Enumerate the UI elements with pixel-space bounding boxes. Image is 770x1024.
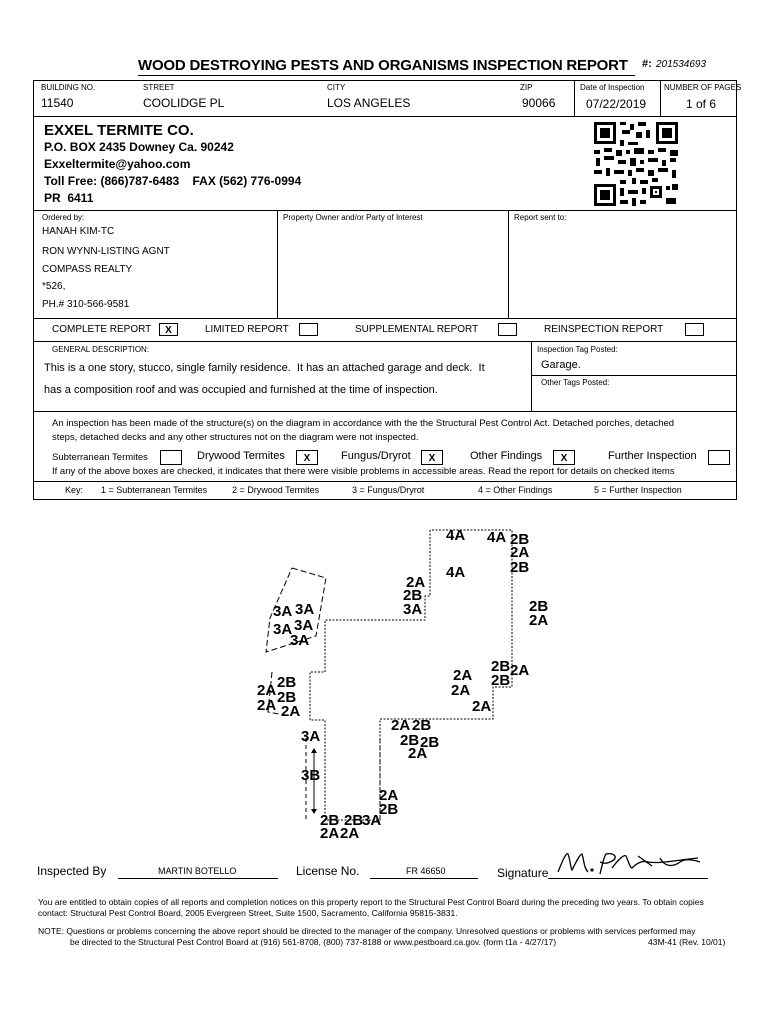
arrow-head-down [311, 809, 317, 814]
diagram-label: 2A [340, 825, 360, 842]
company-phone: Toll Free: (866)787-6483 FAX (562) 776-0994 [44, 174, 302, 188]
diagram-label: 4A [446, 564, 466, 581]
note-line-1: NOTE: Questions or problems concerning the above report should be directed to the manager of the company. Unresolved questions or problems with services performed may [38, 926, 696, 936]
diagram-label: 2B [491, 672, 511, 689]
other-tags-label: Other Tags Posted: [541, 378, 610, 387]
company-email: Exxeltermite@yahoo.com [44, 157, 191, 171]
findings-note: If any of the above boxes are checked, it indicates that there were visible problems in accessible areas. Read the report for details on checked items [52, 466, 675, 477]
city: LOS ANGELES [327, 96, 411, 110]
notice-line-1: An inspection has been made of the structure(s) on the diagram in accordance with the the Structural Pest Control Act. Detached porches, detached [52, 418, 675, 429]
note-line-2: be directed to the Structural Pest Control Board at (916) 561-8708, (800) 737-8188 or www.pestboard.ca.gov. (form t1a - 4/27/17) [70, 937, 557, 947]
pages-label: NUMBER OF PAGES [664, 83, 742, 92]
diagram-label: 3A [301, 728, 321, 745]
diagram-label: 2A [408, 745, 428, 762]
key-item: 4 = Other Findings [478, 485, 553, 495]
diagram-label: 2A [281, 703, 301, 720]
license-number: FR 46650 [406, 866, 446, 876]
complete-report-checkbox[interactable]: X [159, 323, 178, 336]
key-label: Key: [65, 485, 84, 495]
diagram-label: 2B [379, 801, 399, 818]
license-label: License No. [296, 864, 360, 878]
diagram-label: 2B [412, 717, 432, 734]
zip-label: ZIP [520, 83, 533, 92]
report-title: WOOD DESTROYING PESTS AND ORGANISMS INSPECTION REPORT [138, 57, 628, 74]
ordered-by-line: COMPASS REALTY [42, 264, 133, 275]
general-description-label: GENERAL DESCRIPTION: [52, 345, 150, 354]
diagram-label: 2A [472, 698, 492, 715]
subterranean-label: Subterranean Termites [52, 452, 148, 463]
diagram-label: 2B [510, 531, 530, 548]
diagram-label: 3A [273, 603, 293, 620]
diagram-label: 3A [273, 621, 293, 638]
ordered-by-line: *526, [42, 281, 66, 292]
form-number: 43M-41 (Rev. 10/01) [648, 937, 726, 947]
street: COOLIDGE PL [143, 96, 225, 110]
diagram-label: 3A [403, 601, 423, 618]
diagram-label: 4A [446, 527, 466, 544]
zip: 90066 [522, 96, 556, 110]
diagram-label: 2A [391, 717, 411, 734]
diagram-label: 2B [491, 658, 511, 675]
company-license: PR 6411 [44, 191, 94, 205]
ordered-by-line: HANAH KIM-TC [42, 226, 115, 237]
diagram-label: 2B [400, 732, 420, 749]
diagram-label: 2A [257, 697, 277, 714]
inspected-by-label: Inspected By [37, 864, 107, 878]
diagram-label: 3A [290, 632, 310, 649]
key-item: 3 = Fungus/Dryrot [352, 485, 425, 495]
key-item: 2 = Drywood Termites [232, 485, 320, 495]
description-line-2: has a composition roof and was occupied and furnished at the time of inspection. [44, 384, 438, 396]
supplemental-report-label: SUPPLEMENTAL REPORT [355, 324, 479, 335]
diagram-label: 2A [379, 787, 399, 804]
sent-to-label: Report sent to: [514, 213, 567, 222]
diagram-label: 2A [510, 544, 530, 561]
inspection-date-label: Date of Inspection [580, 83, 645, 92]
rights-line-2: contact: Structural Pest Control Board, 2005 Evergreen Street, Suite 1500, Sacramento, California 95815-3831. [38, 908, 458, 918]
diagram-label: 2B [403, 587, 423, 604]
tag-posted-label: Inspection Tag Posted: [537, 345, 618, 354]
diagram-label: 2A [453, 667, 473, 684]
diagram-label: 4A [487, 529, 507, 546]
key-item: 1 = Subterranean Termites [101, 485, 208, 495]
complete-report-label: COMPLETE REPORT [52, 324, 152, 335]
ordered-by-line: RON WYNN-LISTING AGNT [42, 246, 170, 257]
pages: 1 of 6 [686, 97, 717, 111]
other-findings-label: Other Findings [470, 450, 543, 462]
diagram-label: 2B [277, 689, 297, 706]
diagram-label: 3A [295, 601, 315, 618]
building-no-label: BUILDING NO. [41, 83, 96, 92]
diagram-label: 3A [294, 617, 314, 634]
diagram-label: 2A [406, 574, 426, 591]
company-address: P.O. BOX 2435 Downey Ca. 90242 [44, 140, 234, 154]
diagram-label: 2A [529, 612, 549, 629]
diagram-label: 2A [451, 682, 471, 699]
other-findings-checkbox[interactable]: X [553, 450, 575, 465]
diagram-label: 2A [510, 662, 530, 679]
rights-line-1: You are entitled to obtain copies of all reports and completion notices on this property report to the Structural Pest Control Board during the preceding two years. To obtain copies [38, 897, 704, 907]
owner-label: Property Owner and/or Party of Interest [283, 213, 423, 222]
diagram-label: 2B [344, 812, 364, 829]
drywood-label: Drywood Termites [197, 450, 285, 462]
diagram-label: 2B [510, 559, 530, 576]
fungus-checkbox[interactable]: X [421, 450, 443, 465]
report-number: 201534693 [656, 59, 707, 70]
company-name: EXXEL TERMITE CO. [44, 122, 194, 139]
signature-label: Signature [497, 866, 549, 880]
ordered-by-line: PH.# 310-566-9581 [42, 299, 130, 310]
key-item: 5 = Further Inspection [594, 485, 682, 495]
street-label: STREET [143, 83, 175, 92]
diagram-label: 2A [257, 682, 277, 699]
building-no: 11540 [41, 96, 74, 110]
city-label: CITY [327, 83, 346, 92]
tag-posted: Garage. [541, 359, 581, 371]
arrow-head-up [311, 748, 317, 753]
fungus-label: Fungus/Dryrot [341, 450, 411, 462]
further-inspection-label: Further Inspection [608, 450, 697, 462]
diagram-label: 3A [362, 812, 382, 829]
diagram-label: 2B [529, 598, 549, 615]
ordered-by-label: Ordered by: [42, 213, 85, 222]
diagram-label: 2B [277, 674, 297, 691]
description-line-1: This is a one story, stucco, single family residence. It has an attached garage and deck. It [44, 362, 485, 374]
reinspection-report-label: REINSPECTION REPORT [544, 324, 664, 335]
diagram-label: 2B [320, 812, 340, 829]
signature-image [548, 846, 708, 880]
report-number-label: #: [642, 58, 652, 70]
inspection-date: 07/22/2019 [586, 97, 647, 111]
notice-line-2: steps, detached decks and any other structures not on the diagram were not inspected. [52, 432, 419, 443]
drywood-checkbox[interactable]: X [296, 450, 318, 465]
inspector-name: MARTIN BOTELLO [158, 866, 237, 876]
diagram-label: 3B [301, 767, 321, 784]
diagram-label: 2B [420, 734, 440, 751]
limited-report-label: LIMITED REPORT [205, 324, 289, 335]
diagram-label: 2A [320, 825, 340, 842]
